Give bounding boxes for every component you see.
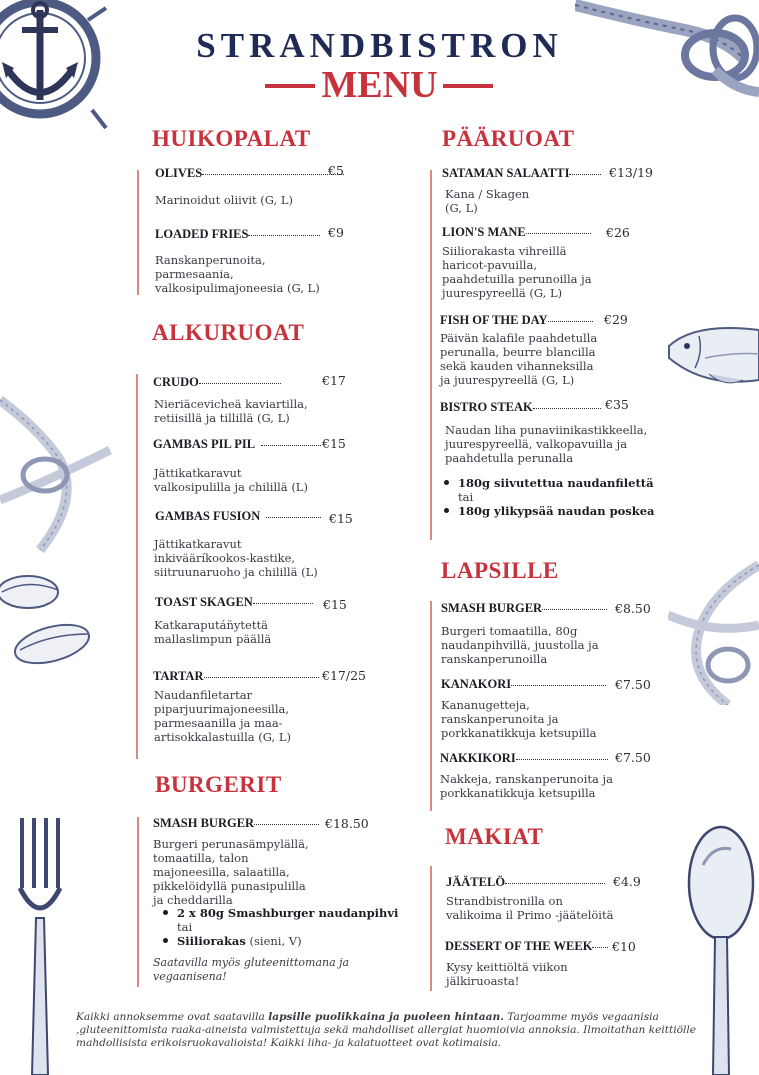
menu-item-description: Kysy keittiöltä viikon jälkiruoasta! [446, 960, 568, 988]
menu-item-description: Jättikatkaravut inkivääríkookos-kastike, siitruunaruoho ja chilillä (L) [154, 537, 318, 579]
menu-item-price: €29 [604, 312, 628, 327]
menu-item-description: Kana / Skagen (G, L) [445, 187, 530, 215]
option-list [444, 476, 655, 518]
menu-item-name: TARTAR [153, 669, 319, 684]
menu-item-name: FISH OF THE DAY [440, 313, 593, 328]
menu-item-name: BISTRO STEAK [440, 400, 601, 415]
menu-item-name: DESSERT OF THE WEEK [445, 939, 608, 954]
section-title-paaruoat: PÄÄRUOAT [442, 126, 575, 151]
menu-item-price: €13/19 [609, 165, 653, 180]
section-title-makiat: MAKIAT [445, 824, 544, 849]
menu-item-description: Nieriäcevicheä kaviartilla, retiisillä ja tillillä (G, L) [154, 397, 308, 425]
menu-item-price: €7.50 [615, 750, 651, 765]
rope-knot-icon [0, 380, 120, 570]
menu-item-description: Naudanfiletartar piparjuurimajoneesilla, parmesaanilla ja maa- artisokkalastuilla (G, L) [154, 688, 291, 744]
menu-item-description: Burgeri perunasämpylällä, tomaatilla, talon majoneesilla, salaatilla, pikkelöidyllä punasipulilla ja cheddarilla [153, 837, 309, 907]
menu-item-name: SMASH BURGER [153, 816, 319, 831]
menu-item-description: Ranskanperunoita, parmesaania, valkosipulimajoneesia (G, L) [155, 253, 320, 295]
menu-item-price: €15 [329, 511, 353, 526]
option-item: 180g ylikypsää naudan poskea [444, 504, 655, 518]
menu-item-description: Nakkeja, ranskanperunoita ja porkkanatikkuja ketsupilla [440, 772, 613, 800]
footer-note: Kaikki annoksemme ovat saatavilla lapsille puolikkaina ja puoleen hintaan. Tarjoamme myös vegaanisia ,gluteenittomista raaka-aineista valmistettuja sekä mahdolliset allergiat huomioivia annoksia. Ilmoitathan keittiölle mahdollisista erikoisruokavalioista! Kaikki liha- ja kalatuotteet ovat kotimaisia. [76, 1011, 697, 1049]
section-bar [430, 601, 432, 811]
section-bar [137, 817, 139, 987]
menu-item-description: Naudan liha punaviinikastikkeella, juurespyreellä, valkopavuilla ja paahdetulla perunalla [445, 423, 648, 465]
fish-icon [665, 318, 759, 398]
option-list [163, 906, 398, 948]
menu-item-price: €5 [328, 163, 344, 178]
menu-item-price: €8.50 [615, 601, 651, 616]
menu-item-price: €10 [612, 939, 636, 954]
option-item: 2 x 80g Smashburger naudanpihvi [163, 906, 398, 920]
option-item: Siiliorakas (sieni, V) [163, 934, 398, 948]
section-bar [430, 170, 432, 540]
menu-item-price: €15 [323, 597, 347, 612]
menu-item-name: OLIVES [155, 166, 344, 181]
option-item: 180g siivutettua naudanfilettä [444, 476, 655, 490]
menu-item-name: TOAST SKAGEN [155, 595, 313, 610]
rope-knot-icon [668, 555, 759, 705]
availability-note: Saatavilla myös gluteenittomana ja vegaanisena! [153, 956, 350, 983]
menu-item-price: €18.50 [325, 816, 369, 831]
menu-item-price: €4.9 [613, 874, 641, 889]
menu-item-description: Strandbistronilla on valikoima il Primo -jäätelöitä [446, 894, 614, 922]
menu-item-price: €35 [605, 397, 629, 412]
menu-item-name: NAKKIKORI [440, 751, 608, 766]
menu-item-price: €17 [322, 373, 346, 388]
menu-item-name: GAMBAS FUSION [155, 509, 321, 524]
menu-item-name: SATAMAN SALAATTI [442, 166, 601, 181]
menu-item-price: €7.50 [615, 677, 651, 692]
section-bar [136, 374, 138, 759]
menu-item-price: €17/25 [322, 668, 366, 683]
menu-item-price: €26 [606, 225, 630, 240]
section-bar [430, 866, 432, 991]
menu-item-description: Jättikatkaravut valkosipulilla ja chilillä (L) [154, 466, 308, 494]
section-title-alkuruoat: ALKURUOAT [152, 320, 305, 345]
section-bar [137, 170, 139, 295]
section-title-lapsille: LAPSILLE [441, 558, 559, 583]
menu-item-price: €15 [322, 436, 346, 451]
menu-item-description: Päivän kalafile paahdetulla perunalla, beurre blancilla sekä kauden vihanneksilla ja juurespyreellä (G, L) [440, 331, 598, 387]
section-title-burgerit: BURGERIT [155, 772, 282, 797]
menu-item-price: €9 [328, 225, 344, 240]
menu-item-name: CRUDO [153, 375, 281, 390]
menu-item-name: KANAKORI [441, 677, 606, 692]
menu-item-name: JÄÄTELÖ [446, 875, 605, 890]
menu-item-description: Katkarapután̈ytettä mallaslimpun päällä [154, 618, 272, 646]
option-connector: tai [458, 490, 474, 504]
menu-item-description: Kananugetteja, ranskanperunoita ja porkkanatikkuja ketsupilla [441, 698, 597, 740]
option-connector: tai [177, 920, 193, 934]
menu-heading: MENU [321, 64, 438, 106]
menu-item-description: Siiliorakasta vihreillä haricot-pavuilla, paahdetuilla perunoilla ja juurespyreellä (G, L) [442, 244, 592, 300]
title-divider-right [443, 84, 493, 88]
menu-item-description: Burgeri tomaatilla, 80g naudanpihvillä, juustolla ja ranskanperunoilla [441, 624, 599, 666]
restaurant-title: STRANDBISTRON [196, 26, 563, 65]
menu-item-description: Marinoidut oliivit (G, L) [155, 193, 293, 207]
menu-item-name: LOADED FRIES [155, 227, 320, 242]
fork-icon [10, 818, 70, 1075]
menu-item-name: LION'S MANE [442, 225, 591, 240]
menu-item-name: GAMBAS PIL PIL [153, 437, 321, 452]
menu-item-name: SMASH BURGER [441, 601, 607, 616]
section-title-huikopalat: HUIKOPALAT [152, 126, 311, 151]
shell-icon [0, 568, 100, 668]
